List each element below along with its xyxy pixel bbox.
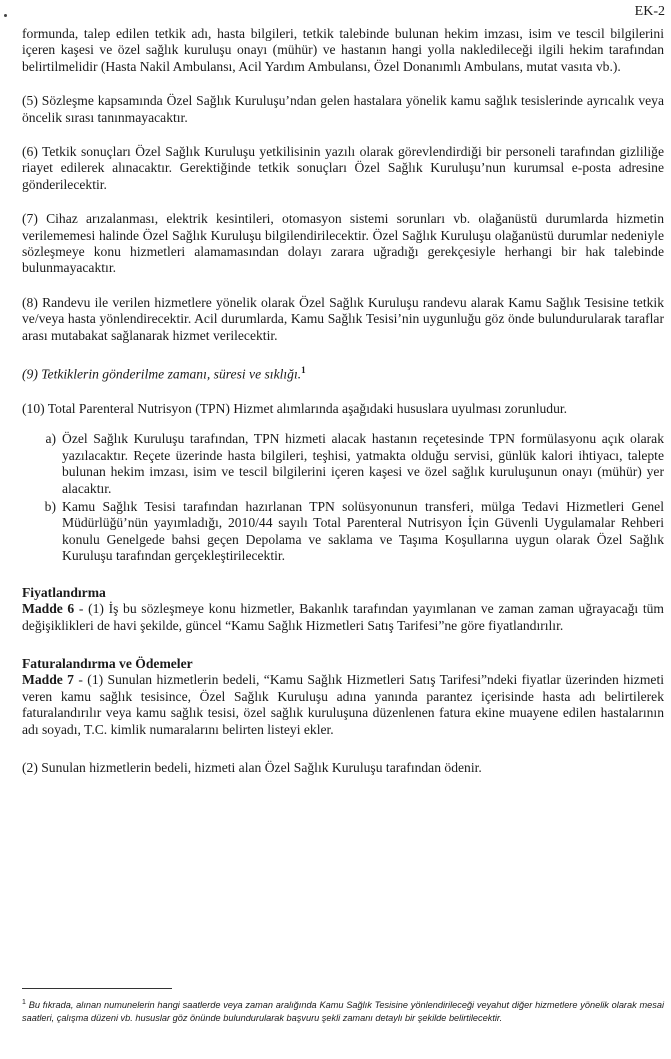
- footnote-marker: 1: [22, 999, 26, 1006]
- article-7-label: Madde 7: [22, 672, 74, 688]
- article-7-text: - (1) Sunulan hizmetlerin bedeli, “Kamu Sağlık Hizmetleri Satış Tarifesi”ndeki fiyatlar üzerinden hizmeti veren kamu sağlık tesisince, Özel Sağlık Kuruluşu adına yanında parantez içerisinde hasta adı belirtilerek faturalandırılır veya kamu sağlık tesisi, özel sağlık kuruluşuna düzenlenen fatura ekine muayene edilen hastalarının adı soyadı, T.C. kimlik numaralarını belirten listeyi ekler.: [22, 672, 665, 737]
- footnote: [22, 996, 664, 1025]
- list-item: [22, 431, 664, 497]
- list-marker: a): [45, 431, 56, 447]
- paragraph-10: (10) Total Parenteral Nutrisyon (TPN) Hizmet alımlarında aşağıdaki hususlara uyulması zorunludur.: [22, 401, 568, 417]
- paragraph-6: (6) Tetkik sonuçları Özel Sağlık Kuruluşu yetkilisinin yazılı olarak görevlendirdiği bir personeli tarafından gizliliğe riayet edilerek alınacaktır. Gerektiğinde tetkik sonuçları Özel Sağlık Kuruluşu’nun kurumsal e-posta adresine gönderilecektir.: [22, 144, 664, 192]
- document-body: [22, 26, 664, 794]
- paragraph-continuation: formunda, talep edilen tetkik adı, hasta bilgileri, tetkik talebinde bulunan hekim imzası, isim ve tescil bilgilerini içeren kaşesi ve özel sağlık kuruluşu onayı (mühür) ve hastanın hangi yolla nakledileceği ilgili hekim tarafından belirtilmelidir (Hasta Nakil Ambulansı, Acil Yardım Ambulansı, Özel Donanımlı Ambulans, mutat vasıta vb.).: [22, 26, 664, 74]
- article-6: [22, 601, 664, 634]
- tpn-list: [22, 431, 664, 564]
- footnote-separator: [22, 988, 172, 989]
- article-6-text: - (1) İş bu sözleşmeye konu hizmetler, Bakanlık tarafından yayımlanan ve zaman zaman uğrayacağı tüm değişiklikleri de havi şekilde, güncel “Kamu Sağlık Hizmetleri Satış Tarifesi”ne göre fiyatlandırılır.: [22, 601, 664, 633]
- list-marker: b): [44, 499, 56, 515]
- list-item: [22, 499, 664, 565]
- footnote-text: Bu fıkrada, alınan numunelerin hangi saatlerde veya zaman aralığında Kamu Sağlık Tesisine yönlendirileceği veyahut diğer hizmetlere yönelik olarak mesai saatleri, çalışma düzeni vb. hususlar göz önünde bulundurularak başvuru şekli zamanı detaylı bir şekilde belirtilecektir.: [22, 1000, 664, 1024]
- paragraph-5: (5) Sözleşme kapsamında Özel Sağlık Kuruluşu’ndan gelen hastalara yönelik kamu sağlık tesislerinde ayrıcalık veya öncelik sırası tanınmayacaktır.: [22, 93, 664, 125]
- billing-heading: Faturalandırma ve Ödemeler: [22, 655, 193, 671]
- pricing-heading: Fiyatlandırma: [22, 584, 106, 600]
- footnote-reference: 1: [301, 365, 306, 376]
- paragraph-9: [22, 362, 664, 383]
- annex-label: EK-2: [634, 4, 665, 19]
- article-6-label: Madde 6: [22, 601, 75, 617]
- paragraph-8: (8) Randevu ile verilen hizmetlere yönelik olarak Özel Sağlık Kuruluşu randevu alarak Kamu Sağlık Tesisine tetkik ve/veya hasta yönlendirecektir. Acil durumlarda, Kamu Sağlık Tesisi’nin uygunluğu göz önde bulundurularak taraflar arası mutabakat sağlanarak hizmet verilecektir.: [22, 294, 664, 343]
- article-7: [22, 672, 664, 738]
- list-item-text: Özel Sağlık Kuruluşu tarafından, TPN hizmeti alacak hastanın reçetesinde TPN formülasyonu açık olarak yazılacaktır. Reçete üzerinde hasta bilgileri, teşhisi, yatmakta olduğu servisi, günlük kalori ihtiyacı, talepte bulunan hekim imzası, isim ve tescil bilgilerini içeren kaşesi ve özel sağlık kuruluşunun onayı (mühür) yer alacaktır.: [62, 431, 664, 496]
- scan-dot: [4, 14, 7, 17]
- paragraph-7: (7) Cihaz arızalanması, elektrik kesintileri, otomasyon sistemi sorunları vb. olağanüstü durumlarda hizmetin verilememesi halinde Özel Sağlık Kuruluşu bilgilendirilecektir. Özel Sağlık Kuruluşu olağanüstü durumlar nedeniyle sözleşmeye konu hizmetleri alamamasından dolayı zarara uğradığı gerekçesiyle herhangi bir hak talebinde bulunmayacaktır.: [22, 211, 664, 276]
- list-item-text: Kamu Sağlık Tesisi tarafından hazırlanan TPN solüsyonunun transferi, mülga Tedavi Hizmetleri Genel Müdürlüğü’nün yayımladığı, 2010/44 sayılı Total Parenteral Nutrisyon İçin Güvenli Uygulamalar Rehberi konulu Genelgede bahsi geçen Depolama ve saklama ve Taşıma Koşullarına uygun olarak Özel Sağlık Kuruluşu tarafından gerçekleştirilecektir.: [62, 499, 664, 564]
- paragraph-9-text: (9) Tetkiklerin gönderilme zamanı, süresi ve sıklığı.: [22, 366, 302, 382]
- article-7-item-2: (2) Sunulan hizmetlerin bedeli, hizmeti alan Özel Sağlık Kuruluşu tarafından ödenir.: [22, 759, 482, 775]
